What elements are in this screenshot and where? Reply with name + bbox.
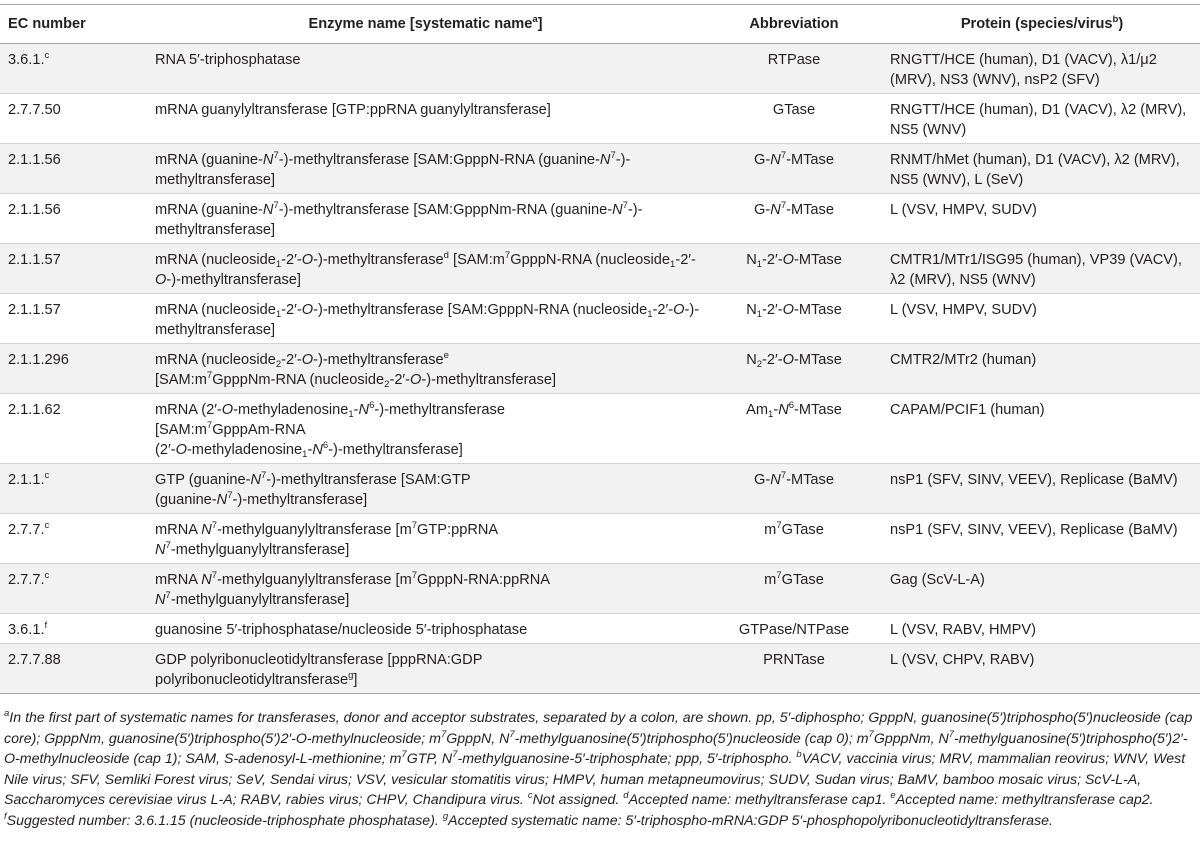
text-run: Accepted name: methyltransferase cap1.: [628, 792, 891, 808]
text-run: -methyladenosine: [233, 402, 349, 418]
text-run: -)-methyltransferase]: [155, 302, 700, 338]
text-run: RNGTT/HCE (human), D1 (VACV), λ2 (MRV), NS5 (WNV): [890, 102, 1187, 138]
text-run: Accepted systematic name: 5′-triphospho-mRNA:GDP 5′-phosphopolyribonucleotidyltransferase.: [448, 812, 1054, 829]
text-run: -)-methyltransferase: [313, 352, 444, 368]
text-run: GpppN-RNA (nucleoside: [510, 252, 671, 268]
cell-protein: [884, 464, 1200, 514]
superscript: c: [527, 790, 533, 801]
cell-abbreviation: [704, 144, 884, 194]
ec-footnote-marker: f: [44, 620, 48, 631]
superscript: 7: [948, 728, 955, 740]
text-run: -)-methyltransferase [SAM:GpppNm-RNA (guanine-: [278, 202, 613, 218]
text-run: RNA 5′-triphosphatase: [155, 52, 301, 68]
cell-protein: [884, 514, 1200, 564]
text-run: mRNA (guanine-: [155, 152, 263, 168]
cell-abbreviation: [704, 464, 884, 514]
subscript: 2: [275, 359, 282, 370]
ec-footnote-marker: c: [44, 470, 50, 481]
italic-text: O: [673, 302, 685, 318]
table-body: [0, 44, 1200, 694]
superscript: 7: [868, 728, 874, 740]
text-run: [SAM:m: [448, 252, 505, 268]
cell-ec-number: [0, 644, 147, 694]
italic-text: N: [262, 202, 274, 218]
text-run: -MTase: [793, 302, 842, 318]
italic-text: N: [612, 202, 623, 218]
text-run: (guanine-: [155, 492, 217, 508]
ec-number-text: 2.1.1.56: [8, 152, 61, 168]
superscript: 7: [780, 200, 787, 211]
header-enzyme-name: Enzyme name [systematic name$^a$]: [147, 5, 704, 44]
text-run: [SAM:m: [155, 372, 207, 388]
text-run: G-: [754, 152, 771, 168]
superscript: 7: [261, 470, 267, 481]
table-row: [0, 294, 1200, 344]
superscript: 7: [440, 728, 447, 740]
italic-text: N: [201, 522, 212, 538]
italic-text: O: [221, 402, 234, 418]
cell-ec-number: [0, 244, 147, 294]
text-run: -methylguanosine(5′)triphospho(5′)nucleoside (cap 0); m: [514, 730, 869, 747]
text-run: m: [764, 522, 777, 538]
table-footnote: [4, 708, 1196, 831]
ec-number-text: 3.6.1.: [8, 52, 45, 68]
ec-number-text: 2.7.7.50: [8, 102, 61, 118]
text-run: -2′-: [389, 372, 411, 388]
header-abbreviation: Abbreviation: [704, 5, 884, 44]
italic-text: N: [770, 152, 781, 168]
superscript: 7: [411, 570, 418, 581]
text-run: [SAM:m: [155, 422, 207, 438]
cell-ec-number: [0, 344, 147, 394]
cell-protein: [884, 244, 1200, 294]
text-run: -MTase: [793, 252, 842, 268]
text-run: -methyladenosine: [186, 442, 303, 458]
table-row: [0, 644, 1200, 694]
cell-abbreviation: [704, 94, 884, 144]
superscript: g: [348, 670, 354, 681]
text-run: Am: [746, 402, 769, 418]
superscript: 7: [411, 520, 418, 531]
text-run: -MTase: [786, 472, 834, 488]
ec-footnote-marker: c: [44, 50, 50, 61]
table-row: [0, 344, 1200, 394]
cell-enzyme-name: [147, 294, 704, 344]
cell-enzyme-name: [147, 614, 704, 644]
text-run: -)-methyltransferase [SAM:GpppN-RNA (nucleoside: [313, 302, 648, 318]
italic-text: N: [778, 402, 789, 418]
text-run: -)-methyltransferase: [374, 402, 505, 418]
ec-number-text: 2.1.1.57: [8, 252, 61, 268]
text-run: nsP1 (SFV, SINV, VEEV), Replicase (BaMV): [890, 472, 1178, 488]
superscript: 7: [401, 749, 407, 760]
subscript: 1: [348, 409, 354, 420]
text-run: G-: [754, 202, 771, 218]
text-run: In the first part of systematic names for transferases, donor and acceptor substrates, separated by a colon, are shown. pp, 5′-diphospho; GpppN, guanosine(5′)triphospho(5′)nucleoside (cap core); GpppNm, guanosine(5′)triphospho(5′)2′-O-methylnucleoside; m: [4, 710, 1193, 747]
text-run: GpppNm, N: [873, 730, 949, 747]
italic-text: O: [155, 272, 167, 288]
text-run: mRNA guanylyltransferase [GTP:ppRNA guanylyltransferase]: [155, 102, 551, 118]
italic-text: N: [358, 402, 370, 418]
italic-text: N: [262, 152, 274, 168]
text-run: -methylguanosine-5′-triphosphate; ppp, 5′-triphospho.: [457, 751, 797, 767]
text-run: PRNTase: [763, 652, 825, 668]
cell-enzyme-name: [147, 244, 704, 294]
text-run: Not assigned.: [532, 792, 624, 808]
text-run: GDP polyribonucleotidyltransferase [pppRNA:GDP: [155, 652, 483, 668]
text-run: polyribonucleotidyltransferase: [155, 672, 349, 688]
text-run: -)-methyltransferase]: [155, 202, 643, 238]
superscript: 7: [622, 200, 628, 211]
cell-protein: [884, 44, 1200, 94]
cell-abbreviation: [704, 614, 884, 644]
ec-number-text: 2.1.1.: [8, 472, 45, 488]
cell-protein: [884, 144, 1200, 194]
italic-text: O: [301, 352, 314, 368]
ec-number-text: 2.1.1.296: [8, 352, 69, 368]
table-row: [0, 614, 1200, 644]
text-run: mRNA: [155, 572, 202, 588]
text-run: CMTR2/MTr2 (human): [890, 352, 1037, 368]
text-run: -)-methyltransferase]: [155, 152, 631, 188]
table-row: [0, 44, 1200, 94]
superscript: b: [796, 749, 802, 760]
text-run: -)-methyltransferase]: [421, 372, 557, 388]
table-row: [0, 194, 1200, 244]
subscript: 2: [384, 379, 390, 390]
text-run: Accepted name: methyltransferase cap2.: [895, 792, 1154, 808]
italic-text: N: [155, 542, 166, 558]
cell-protein: [884, 644, 1200, 694]
table-row: [0, 244, 1200, 294]
text-run: -: [773, 402, 779, 418]
text-run: -)-methyltransferase]: [232, 492, 368, 508]
superscript: 7: [780, 150, 787, 161]
subscript: 1: [756, 259, 763, 270]
text-run: GpppN-RNA:ppRNA: [417, 572, 551, 588]
cell-abbreviation: [704, 244, 884, 294]
superscript: 7: [211, 570, 218, 581]
ec-number-text: 2.7.7.: [8, 522, 45, 538]
text-run: GpppN, N: [446, 730, 510, 747]
superscript: 7: [610, 150, 616, 161]
text-run: GpppNm-RNA (nucleoside: [212, 372, 385, 388]
italic-text: O: [410, 372, 422, 388]
subscript: 1: [275, 259, 282, 270]
superscript: 7: [227, 490, 233, 501]
ec-footnote-marker: c: [44, 570, 50, 581]
ec-number-text: 2.1.1.56: [8, 202, 61, 218]
text-run: RTPase: [767, 52, 821, 68]
cell-abbreviation: [704, 294, 884, 344]
cell-abbreviation: [704, 564, 884, 614]
superscript: 7: [211, 520, 218, 531]
text-run: -: [307, 442, 313, 458]
superscript: d: [443, 250, 449, 261]
text-run: -2′-: [762, 302, 783, 318]
text-run: Gag (ScV-L-A): [890, 572, 985, 588]
cell-protein: [884, 614, 1200, 644]
subscript: 1: [275, 309, 282, 320]
italic-text: N: [770, 202, 781, 218]
text-run: GTP:ppRNA: [417, 522, 499, 538]
cell-ec-number: [0, 94, 147, 144]
text-run: mRNA (nucleoside: [155, 302, 276, 318]
table-row: [0, 564, 1200, 614]
text-run: -)-methyltransferase [SAM:GpppN-RNA (guanine-: [278, 152, 600, 168]
text-run: -2′-: [281, 302, 302, 318]
text-run: GTP, N: [406, 751, 453, 767]
superscript: 7: [206, 420, 213, 431]
header-ec-number: EC number: [0, 5, 147, 44]
superscript: 7: [509, 728, 515, 740]
cell-enzyme-name: [147, 344, 704, 394]
text-run: GTase: [781, 522, 824, 538]
text-run: -2′-: [762, 352, 783, 368]
text-run: L (VSV, HMPV, SUDV): [890, 202, 1037, 218]
text-run: G-: [754, 472, 771, 488]
italic-text: N: [770, 472, 781, 488]
cell-enzyme-name: [147, 44, 704, 94]
italic-text: O: [301, 302, 314, 318]
text-run: N: [746, 302, 757, 318]
cell-ec-number: [0, 144, 147, 194]
text-run: -2′-: [675, 252, 696, 268]
cell-enzyme-name: [147, 564, 704, 614]
text-run: Suggested number: 3.6.1.15 (nucleoside-triphosphate phosphatase).: [6, 812, 443, 829]
text-run: GTP (guanine-: [155, 472, 251, 488]
cell-protein: [884, 564, 1200, 614]
superscript: 7: [452, 749, 458, 760]
text-run: RNMT/hMet (human), D1 (VACV), λ2 (MRV), NS5 (WNV), L (SeV): [890, 152, 1180, 188]
ec-number-text: 2.7.7.: [8, 572, 45, 588]
text-run: VACV, vaccinia virus; MRV, mammalian reovirus; WNV, West Nile virus; SFV, Semliki Forest virus; SeV, Sendai virus; VSV, vesicular stomatitis virus; HMPV, human metapneumovirus; SUDV, Sudan virus; BaMV, bamboo mosaic virus; ScV-L-A, Saccharomyces cerevisiae virus L-A; RABV, rabies virus; CHPV, Chandipura virus.: [4, 751, 1186, 808]
cell-ec-number: [0, 44, 147, 94]
cell-protein: [884, 344, 1200, 394]
text-run: -2′-: [762, 252, 783, 268]
text-run: ]: [353, 672, 358, 688]
cell-abbreviation: [704, 644, 884, 694]
superscript: 7: [504, 250, 511, 261]
text-run: guanosine 5′-triphosphatase/nucleoside 5′-triphosphatase: [155, 622, 528, 638]
text-run: GTPase/NTPase: [738, 622, 850, 638]
text-run: (2′-: [155, 442, 176, 458]
superscript: 7: [273, 200, 279, 211]
text-run: -MTase: [786, 202, 834, 218]
cell-ec-number: [0, 514, 147, 564]
italic-text: N: [312, 442, 323, 458]
text-run: -MTase: [794, 402, 842, 418]
superscript: 6: [369, 400, 375, 411]
italic-text: N: [250, 472, 261, 488]
text-run: nsP1 (SFV, SINV, VEEV), Replicase (BaMV): [890, 522, 1178, 538]
cell-enzyme-name: [147, 394, 704, 464]
cell-ec-number: [0, 614, 147, 644]
italic-text: N: [599, 152, 611, 168]
superscript: f: [4, 810, 7, 822]
superscript: 7: [165, 540, 171, 551]
text-run: CMTR1/MTr1/ISG95 (human), VP39 (VACV), λ2 (MRV), NS5 (WNV): [890, 252, 1182, 288]
cell-ec-number: [0, 564, 147, 614]
superscript: d: [623, 790, 629, 801]
italic-text: N: [201, 572, 212, 588]
ec-number-text: 3.6.1.: [8, 622, 45, 638]
subscript: 1: [768, 409, 774, 420]
text-run: -MTase: [793, 352, 842, 368]
superscript: e: [443, 350, 449, 361]
cell-enzyme-name: [147, 144, 704, 194]
text-run: mRNA (nucleoside: [155, 252, 276, 268]
text-run: mRNA (nucleoside: [155, 352, 276, 368]
text-run: L (VSV, CHPV, RABV): [890, 652, 1035, 668]
cell-abbreviation: [704, 44, 884, 94]
cell-enzyme-name: [147, 644, 704, 694]
cell-ec-number: [0, 464, 147, 514]
cell-abbreviation: [704, 394, 884, 464]
italic-text: O: [175, 442, 187, 458]
text-run: L (VSV, RABV, HMPV): [890, 622, 1036, 638]
superscript: 7: [780, 470, 787, 481]
superscript: e: [890, 790, 896, 801]
text-run: -methylguanylyltransferase]: [170, 542, 350, 558]
superscript: 6: [322, 440, 329, 451]
text-run: mRNA: [155, 522, 202, 538]
text-run: -)-methyltransferase: [313, 252, 444, 268]
cell-protein: [884, 94, 1200, 144]
table-row: [0, 144, 1200, 194]
italic-text: N: [216, 492, 228, 508]
text-run: -)-methyltransferase]: [166, 272, 301, 288]
subscript: 1: [756, 309, 763, 320]
text-run: L (VSV, HMPV, SUDV): [890, 302, 1037, 318]
subscript: 1: [670, 259, 676, 270]
table-row: [0, 394, 1200, 464]
text-run: mRNA (2′-: [155, 402, 222, 418]
superscript: 7: [273, 150, 279, 161]
italic-text: O: [782, 352, 794, 368]
italic-text: O: [782, 252, 794, 268]
text-run: m: [764, 572, 777, 588]
cell-protein: [884, 194, 1200, 244]
cell-ec-number: [0, 294, 147, 344]
text-run: N: [746, 352, 757, 368]
text-run: GTase: [772, 102, 816, 118]
cell-enzyme-name: [147, 464, 704, 514]
superscript: 6: [788, 400, 795, 411]
cell-enzyme-name: [147, 94, 704, 144]
cell-ec-number: [0, 394, 147, 464]
text-run: RNGTT/HCE (human), D1 (VACV), λ1/μ2 (MRV), NS3 (WNV), nsP2 (SFV): [890, 52, 1157, 88]
cell-protein: [884, 394, 1200, 464]
text-run: -MTase: [786, 152, 834, 168]
table-row: [0, 94, 1200, 144]
cell-protein: [884, 294, 1200, 344]
superscript: 7: [776, 520, 782, 531]
text-run: -2′-: [281, 352, 302, 368]
superscript: 7: [206, 370, 213, 381]
superscript: a: [4, 708, 10, 719]
table-row: [0, 464, 1200, 514]
italic-text: N: [155, 592, 166, 608]
text-run: -)-methyltransferase [SAM:GTP: [266, 472, 471, 488]
cell-enzyme-name: [147, 194, 704, 244]
text-run: -methylguanylyltransferase [m: [217, 522, 412, 538]
text-run: mRNA (guanine-: [155, 202, 263, 218]
superscript: 7: [165, 590, 171, 601]
subscript: 1: [647, 309, 653, 320]
text-run: -methylguanylyltransferase [m: [217, 572, 412, 588]
text-run: -methylguanosine(5′)triphospho(5′)2′-O-methylnucleoside (cap 1); SAM, S-adenosyl-L-methionine; m: [4, 730, 1188, 767]
header-protein: Protein (species/virus$^b$): [884, 5, 1200, 44]
subscript: 2: [756, 359, 763, 370]
ec-number-text: 2.7.7.88: [8, 652, 61, 668]
text-run: -: [353, 402, 359, 418]
cell-abbreviation: [704, 514, 884, 564]
superscript: 7: [776, 570, 782, 581]
cell-enzyme-name: [147, 514, 704, 564]
ec-number-text: 2.1.1.62: [8, 402, 61, 418]
text-run: -methylguanylyltransferase]: [170, 592, 350, 608]
text-run: -)-methyltransferase]: [328, 442, 463, 458]
text-run: CAPAM/PCIF1 (human): [890, 402, 1045, 418]
text-run: N: [746, 252, 757, 268]
superscript: g: [442, 810, 449, 822]
cell-abbreviation: [704, 194, 884, 244]
enzyme-table: [0, 4, 1200, 694]
cell-abbreviation: [704, 344, 884, 394]
table-header-row: [0, 5, 1200, 44]
text-run: GpppAm-RNA: [212, 422, 306, 438]
ec-footnote-marker: c: [44, 520, 50, 531]
italic-text: O: [301, 252, 314, 268]
italic-text: O: [782, 302, 794, 318]
subscript: 1: [302, 449, 308, 460]
table-row: [0, 514, 1200, 564]
cell-ec-number: [0, 194, 147, 244]
text-run: GTase: [781, 572, 824, 588]
ec-number-text: 2.1.1.57: [8, 302, 61, 318]
text-run: -2′-: [652, 302, 674, 318]
text-run: -2′-: [281, 252, 302, 268]
